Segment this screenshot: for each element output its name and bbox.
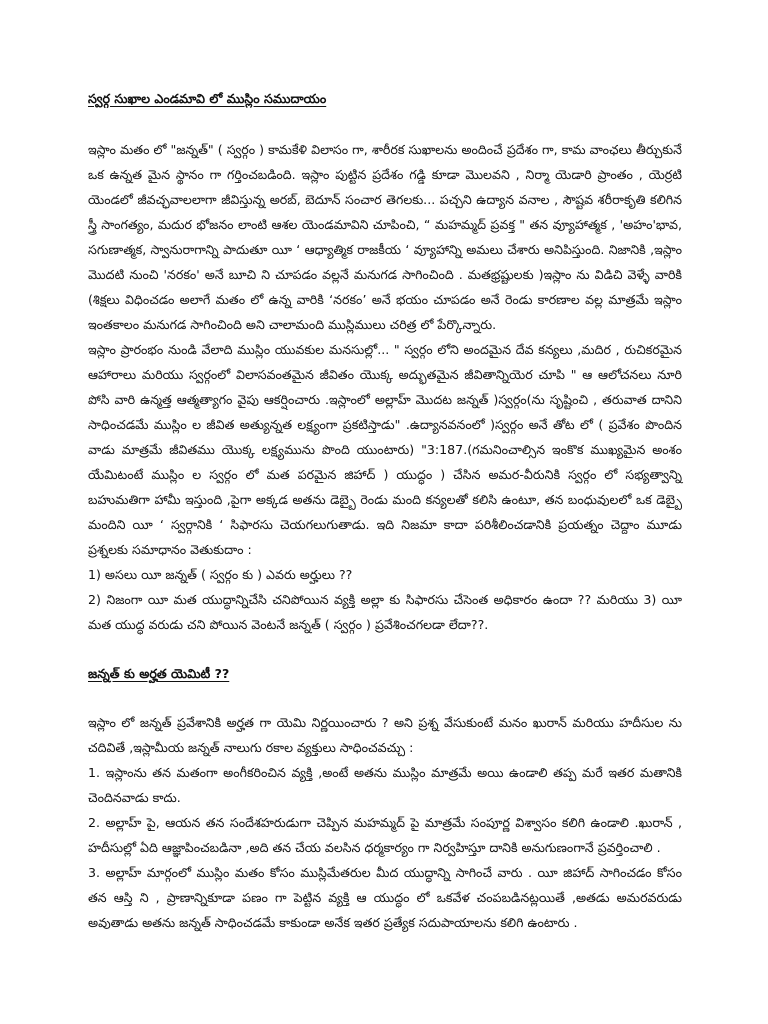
document-page [88,86,682,935]
paragraph: ఇస్లాం లో జన్నత్ ప్రవేశానికి అర్హత గా యెమి నిర్ణయించారు ? అని ప్రశ్న వేసుకుంటే మనం ఖురాన్ మరియు హదీసుల ను చదివితే ,ఇస్లామీయ జన్నత్ నాలుగు రకాల వ్యక్తులు సాధించవచ్చు : [88,715,682,755]
paragraph-question: 1) అసలు యీ జన్నత్ ( స్వర్గం కు ) ఎవరు అర్హులు ?? [88,567,353,582]
paragraph-question: 2) నిజంగా యీ మత యుద్ధాన్నిచేసి చనిపోయిన వ్యక్తి అల్లా కు సిఫారసు చేసెంత అధికారం ఉందా ?? మరియు 3) యీ మత యుద్ధ వరుడు చని పోయిన వెంటనే జన్నత్ ( స్వర్గం ) ప్రవేశించగలడా లేదా??. [88,592,682,632]
spacer [88,637,682,661]
list-item: 2. అల్లాహ్ పై, ఆయన తన సందేశహరుడుగా చెప్పిన మహమ్మద్ పై మాత్రమే సంపూర్ణ విశ్వాసం కలిగి ఉండాలి .ఖురాన్ , హదీసుల్లో ఏది ఆజ్ఞాపించబడినా ,అది తన చేయ వలసిన ధర్మకార్యం గా నిర్వహిస్తూ దానికి అనుగుణంగానే ప్రవర్తించాలి . [88,815,682,855]
section-subheading: జన్నత్ కు అర్హత యెమిటీ ?? [88,666,230,681]
paragraph: ఇస్లాం మతం లో "జన్నత్" ( స్వర్గం ) కామకేళి విలాసం గా, శారీరక సుఖాలను అందించే ప్రదేశం గా, కామ వాంఛలు తీర్చుకునే ఒక ఉన్నత మైన స్థానం గా గర్తించబడింది. ఇస్లాం పుట్టిన ప్రదేశం గడ్డి కూడా మొలవని , నిర్మా యెడారి ప్రాంతం , యెర్రటి యెండలో జీవచ్ఛవాలలాగా జీవిస్తున్న అరబ్, బెదూన్ సంచార తెగలకు... పచ్చని ఉద్యాన వనాల , సౌష్టవ శరీరాకృతి కలిగిన స్త్రీ సాంగత్యం, మదుర భోజనం లాంటి ఆశల యెండమావిని చూపించి, “ మహమ్మద్ ప్రవక్త " తన వ్యూహాత్మక , 'అహం'భావ, సగుణాత్మక, స్వానురాగాన్ని పాదుతూ యీ ‘ ఆధ్యాత్మిక రాజకీయ ‘ వ్యూహాన్ని అమలు చేశారు అనిపిస్తుంది. నిజానికి ,ఇస్లాం మొదటి నుంచి 'నరకం' అనే బూచి ని చూపడం వల్లనే మనుగడ సాగించింది . మతభ్రష్టులకు )ఇస్లాం ను విడిచి వెళ్ళే వారికి (శిక్షలు విధించడం అలాగే మతం లో ఉన్న వారికి ‘నరకం’ అనే భయం చూపడం అనే రెండు కారణాల వల్ల మాత్రమే ఇస్లాం ఇంతకాలం మనుగడ సాగించింది అని చాలామంది ముస్లిములు చరిత్ర లో పేర్కొన్నారు. [88,142,682,332]
list-item: 3. అల్లాహ్ మార్గంలో ముస్లిం మతం కోసం ముస్లిమేతరుల మీద యుద్ధాన్ని సాగించే వారు . యీ జిహాద్ సాగించడం కోసం తన ఆస్తి ని , ప్రాణాన్నికూడా పణం గా పెట్టిన వ్యక్తి ఆ యుద్ధం లో ఒకవేళ చంపబడినట్లయితే ,అతడు అమరవరుడు అవుతాడు అతను జన్నత్ సాధించడమే కాకుండా అనేక ఇతర ప్రత్యేక సదుపాయాలను కలిగి ఉంటారు . [88,865,682,930]
spacer [88,111,682,137]
document-title: స్వర్గ సుఖాల ఎండమావి లో ముస్లిం సముదాయం [88,91,327,106]
paragraph: ఇస్లాం ప్రారంభం నుండి వేలాది ముస్లిం యువకుల మనసుల్లో... " స్వర్గం లోని అందమైన దేవ కన్యలు ,మదిర , రుచికరమైన ఆహారాలు మరియు స్వర్గంలో విలాసవంతమైన జీవితం యొక్క అద్భుతమైన జీవితాన్నియెర చూపి " ఆ ఆలోచనలు నూరి పోసి వారి ఉన్మత్త ఆత్మత్యాగం వైపు ఆకర్షించారు .ఇస్లాంలో అల్లాహ్ మొదట జన్నత్ )స్వర్గం(ను సృష్టించి , తరువాత దానిని సాధించడమే ముస్లిం ల జీవిత అత్యున్నత లక్ష్యంగా ప్రకటిస్తాడు" .ఉద్యానవనంలో )స్వర్గం అనే తోట లో ( ప్రవేశం పొందిన వాడు మాత్రమే జీవితము యొక్క లక్ష్యమును పొంది యుంటారు) "3:187.(గమనించాల్సిన ఇంకొక ముఖ్యమైన అంశం యేమిటంటే ముస్లిం ల స్వర్గం లో మత పరమైన జిహాద్ ) యుద్ధం ) చేసిన అమర-వీరునికి స్వర్గం లో సభ్యత్వాన్ని బహుమతిగా హామీ ఇస్తుంది ,పైగా అక్కడ అతను డెబ్బై రెండు మంది కన్యలతో కలిసి ఉంటూ, తన బంధువులలో ఒక డెబ్బై మందిని యీ ‘ స్వర్గానికి ‘ సిఫారసు చెయగలుగుతాడు. ఇది నిజమా కాదా పరిశీలించడానికి ప్రయత్నం చెద్దాం మూడు ప్రశ్నలకు సమాధానం వెతుకుదాం : [88,342,682,557]
list-item: 1. ఇస్లాంను తన మతంగా అంగీకరించిన వ్యక్తి ,అంటే అతను ముస్లిం మాత్రమే అయి ఉండాలి తప్ప మరే ఇతర మతానికి చెందినవాడు కాదు. [88,765,682,805]
spacer [88,686,682,710]
